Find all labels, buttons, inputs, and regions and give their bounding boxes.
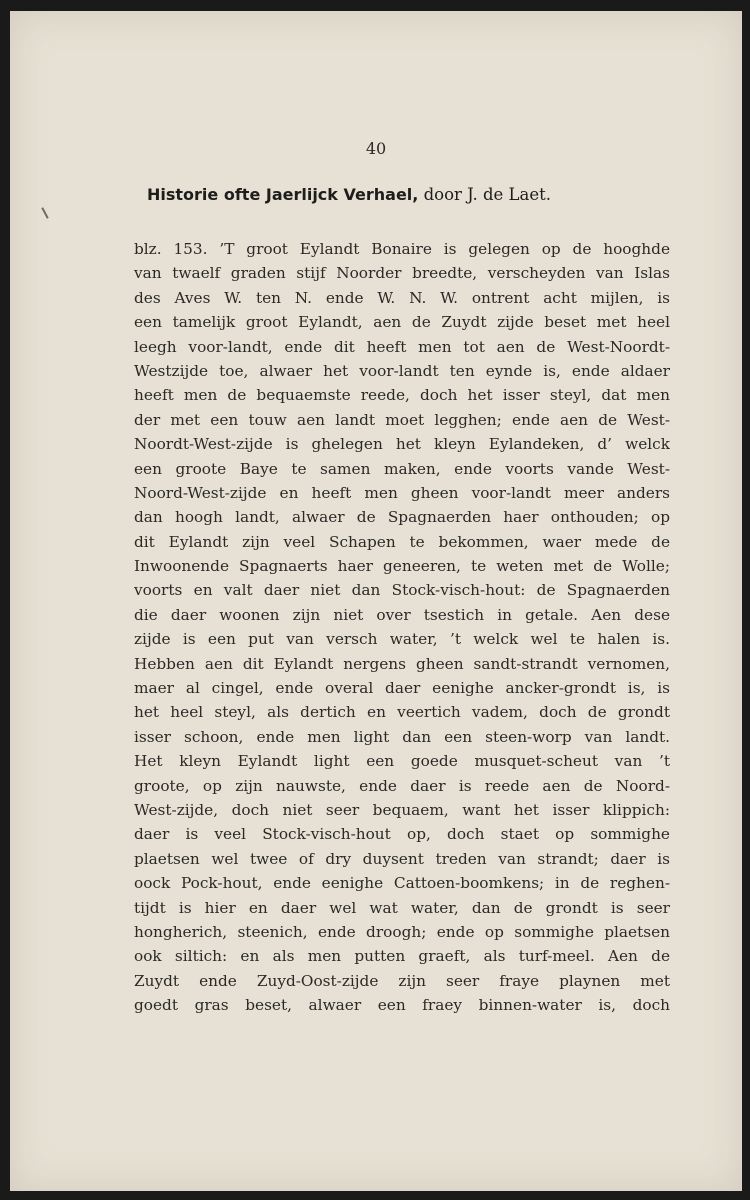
text-line: dan hoogh landt, alwaer de Spagnaerden haer onthouden; op [134,508,670,527]
text-line: Noord-West-zijde en heeft men gheen voor-landt meer anders [134,483,670,502]
text-line: Noordt-West-zijde is ghelegen het kleyn Eylandeken, d’ welck [134,435,670,454]
text-line: ook siltich: en als men putten graeft, als turf-meel. Aen de [134,947,670,966]
text-line: van twaelf graden stijf Noorder breedte, verscheyden van Islas [134,264,670,283]
text-line: Westzijde toe, alwaer het voor-landt ten eynde is, ende aldaer [134,361,670,380]
text-line: Het kleyn Eylandt light een goede musquet-scheut van ’t [134,752,670,771]
text-line: voorts en valt daer niet dan Stock-visch-hout: de Spagnaerden [134,581,670,600]
text-line: groote, op zijn nauwste, ende daer is reede aen de Noord- [134,776,670,795]
text-line: die daer woonen zijn niet over tsestich in getale. Aen dese [134,605,670,624]
text-line: West-zijde, doch niet seer bequaem, want het isser klippich: [134,800,670,819]
text-line: Zuydt ende Zuyd-Oost-zijde zijn seer fraye playnen met [134,971,670,990]
text-line: des Aves W. ten N. ende W. N. W. ontrent acht mijlen, is [134,288,670,307]
text-line: heeft men de bequaemste reede, doch het isser steyl, dat men [134,386,670,405]
text-line: maer al cingel, ende overal daer eenighe ancker-grondt is, is [134,679,670,698]
text-line: leegh voor-landt, ende dit heeft men tot aen de West-Noordt- [134,337,670,356]
heading-author: door J. de Laet. [418,185,551,204]
text-line: Hebben aen dit Eylandt nergens gheen sandt-strandt vernomen, [134,654,670,673]
text-line: tijdt is hier en daer wel wat water, dan de grondt is seer [134,898,670,917]
text-line: een groote Baye te samen maken, ende voorts vande West- [134,459,670,478]
text-line: blz. 153. ’T groot Eylandt Bonaire is gelegen op de hooghde [134,240,670,258]
text-line: Inwoonende Spagnaerts haer geneeren, te weten met de Wolle; [134,557,670,576]
text-line: het heel steyl, als dertich en veertich vadem, doch de grondt [134,703,670,722]
text-line: hongherich, steenich, ende droogh; ende op sommighe plaetsen [134,922,670,941]
text-line: plaetsen wel twee of dry duysent treden van strandt; daer is [134,849,670,868]
section-heading [147,185,551,204]
book-page [10,11,742,1191]
margin-pencil-mark [41,207,48,219]
text-line: zijde is een put van versch water, ’t welck wel te halen is. [134,630,670,649]
page-number: 40 [365,139,387,158]
body-text [134,237,670,1018]
text-line: een tamelijk groot Eylandt, aen de Zuydt zijde beset met heel [134,313,670,332]
text-line: dit Eylandt zijn veel Schapen te bekommen, waer mede de [134,532,670,551]
text-line: goedt gras beset, alwaer een fraey binnen-water is, doch [134,996,670,1015]
text-line: oock Pock-hout, ende eenighe Cattoen-boomkens; in de reghen- [134,874,670,893]
text-line: daer is veel Stock-visch-hout op, doch staet op sommighe [134,825,670,844]
text-line: der met een touw aen landt moet legghen; ende aen de West- [134,410,670,429]
text-line: isser schoon, ende men light dan een steen-worp van landt. [134,727,670,746]
heading-title: Historie ofte Jaerlijck Verhael, [147,185,419,204]
